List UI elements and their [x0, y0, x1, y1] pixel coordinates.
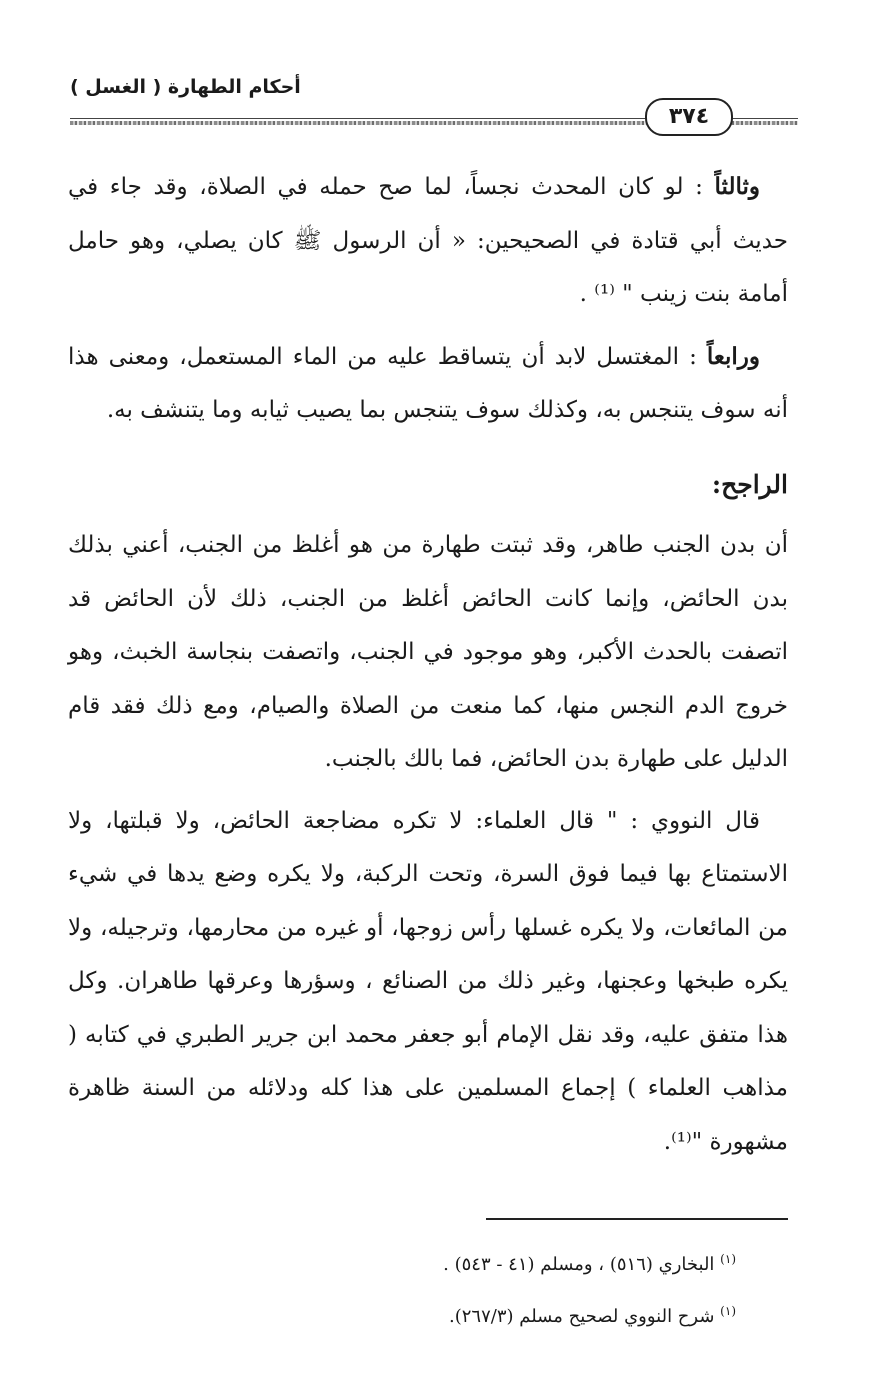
- section-heading: الراجح:: [711, 469, 788, 499]
- page-number-badge: ٣٧٤: [645, 98, 733, 136]
- paragraph-lead: وثالثاً: [714, 173, 760, 200]
- paragraph-fourthly: [68, 330, 788, 438]
- footnote-1: [300, 1236, 736, 1288]
- main-text: [68, 160, 788, 1169]
- footnotes: [300, 1236, 736, 1340]
- running-title: أحكام الطهارة ( الغسل ): [70, 76, 301, 98]
- footnote-marker: (١): [720, 1304, 736, 1318]
- paragraph-lead: ورابعاً: [706, 342, 760, 370]
- footnote-2: [300, 1288, 736, 1340]
- paragraph-nawawi-quote: قال النووي : " قال العلماء: لا تكره مضاجعة الحائض، ولا قبلتها، ولا الاستمتاع بها فيما فوق السرة، وتحت الركبة، ولا يكره وضع يدها في شيء من المائعات، ولا يكره غسلها رأس زوجها، أو غيره من محارمها، وترجيله، ولا يكره طبخها وعجنها، وغير ذلك من الصنائع ، وسؤرها وعرقها طاهران. وكل هذا متفق عليه، وقد نقل الإمام أبو جعفر محمد ابن جرير الطبري في كتابه ( مذاهب العلماء ) إجماع المسلمين على هذا كله ودلائله من السنة ظاهرة مشهورة "⁽¹⁾.: [68, 807, 789, 1155]
- footnote-separator: [486, 1218, 788, 1220]
- paragraph-text: : لو كان المحدث نجساً، لما صح حمله في الصلاة، وقد جاء في حديث أبي قتادة في الصحيحين: « أن الرسول ﷺ كان يصلي، وهو حامل أمامة بنت زينب " ⁽¹⁾ .: [68, 174, 788, 307]
- footnote-text: البخاري (٥١٦) ، ومسلم (٤١ - ٥٤٣) .: [443, 1254, 721, 1275]
- paragraph-thirdly: [68, 160, 788, 322]
- footnote-text: شرح النووي لصحيح مسلم (٢٦٧/٣).: [449, 1306, 721, 1327]
- paragraph-text: : المغتسل لابد أن يتساقط عليه من الماء المستعمل، ومعنى هذا أنه سوف يتنجس به، وكذلك سوف يتنجس بما يصيب ثيابه وما يتنشف به.: [68, 343, 788, 423]
- footnote-marker: (١): [720, 1252, 736, 1266]
- paragraph-preponderant: أن بدن الجنب طاهر، وقد ثبتت طهارة من هو أغلظ من الجنب، أعني بذلك بدن الحائض، وإنما كانت الحائض أغلظ من الجنب، ذلك لأن الحائض قد اتصفت بالحدث الأكبر، وهو موجود في الجنب، واتصفت بنجاسة الخبث، وهو خروج الدم النجس منها، كما منعت من الصلاة والصيام، ومع ذلك فقد قام الدليل على طهارة بدن الحائض، فما بالك بالجنب.: [68, 532, 788, 772]
